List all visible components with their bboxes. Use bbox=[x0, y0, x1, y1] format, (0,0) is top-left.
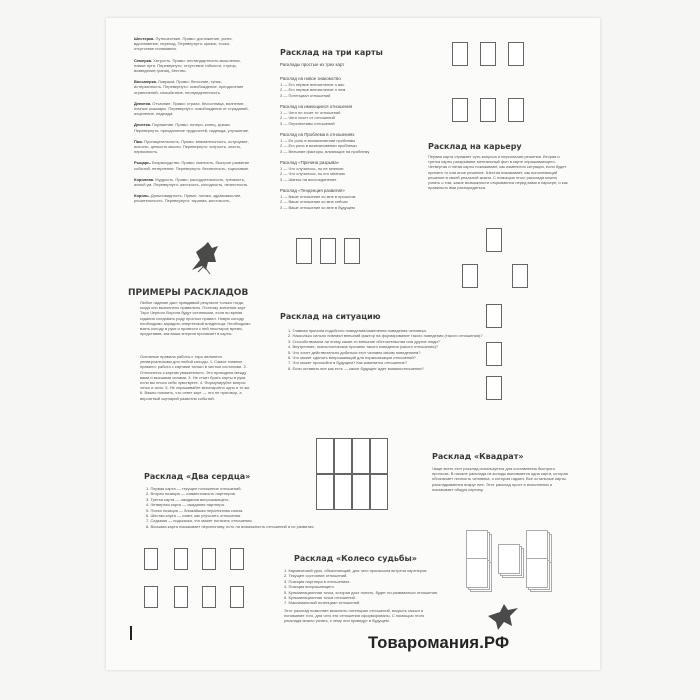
card-meaning-text: Проницательность. Прямо: внимательность, остроумие, ясность, цепкость мысли. Перевернуто: хитрость, злость, нервозность. bbox=[134, 138, 249, 155]
square-text: Чаще всего этот расклад используется для составления быстрого прогноза. В начале расклада из колоды вынимается одна карта, которая обозначает личность человека, о котором гадают. Все остальные карты раскладываются вокруг нее. Этот расклад прост в исполнении и показывает общую картину. bbox=[432, 466, 568, 492]
list-item: 1 — Ее роль в возникновении проблемы bbox=[280, 138, 356, 143]
card-meaning-text: Дальновидность. Прямо: логика, здравомыслие, решительность. Перевернуто: тирания, жестокость. bbox=[134, 193, 242, 204]
list-item: 3 — Внешние факторы, влияющие на проблему bbox=[280, 148, 370, 154]
list-item: 1 — Чего он хочет от отношений bbox=[280, 110, 341, 115]
card-meaning-text: Мудрость. Прямо: рассудительность, трезвость, ясный ум. Перевернуто: жесткость, холодность, нечестность. bbox=[134, 176, 249, 188]
spread-card bbox=[144, 548, 158, 570]
card-meaning-title: Рыцарь. bbox=[134, 160, 152, 166]
card-meaning bbox=[134, 36, 250, 52]
card-meaning-title: Десятка. bbox=[134, 122, 153, 128]
list-item: 5. Пятая позиция — ближайшая перспектива союза. bbox=[146, 507, 244, 513]
card-meaning bbox=[134, 139, 250, 155]
spread-group-list bbox=[280, 138, 400, 154]
spread-card bbox=[480, 42, 496, 66]
card-meaning-title: Паж. bbox=[134, 138, 145, 144]
career-text: Первая карта отражает суть вопроса и персоналии решения. Вторая и третья карты раскрывают ментальный фон в карте спрашивающего. Четвертая и пятая карты показывают, как изменится ситуация, если будет принято то или иное решение. Шестая показывает, как исполняющий решение в своей реальной жизни. С помощью этого расклада можно узнать о том, какие возможности открываются перед вами в карьере, и как правильно ими распорядиться. bbox=[428, 154, 568, 191]
list-item: 8. Если оставить все как есть — какое будущее ждет взаимоотношения? bbox=[288, 365, 424, 371]
two-hearts-title: Расклад «Два сердца» bbox=[144, 472, 251, 481]
list-item: 6. Шестая карта — совет, как улучшить отношения. bbox=[146, 513, 242, 519]
spread-card bbox=[316, 438, 334, 474]
spread-card bbox=[452, 98, 468, 122]
spread-group-title: Расклад «Тенденция развития» bbox=[280, 188, 345, 193]
list-item: 3. Позиция партнера в отношениях. bbox=[284, 578, 351, 584]
spread-card bbox=[370, 438, 388, 474]
watermark: Товаромания.РФ bbox=[368, 634, 510, 652]
card-meaning bbox=[134, 122, 250, 132]
list-item: 5. Что хочет действительно добиться этот человек своим поведением? bbox=[288, 349, 421, 355]
three-cards-title: Расклад на три карты bbox=[280, 48, 383, 57]
card-meaning-title: Восьмерка. bbox=[134, 79, 159, 85]
wheel-title: Расклад «Колесо судьбы» bbox=[294, 554, 417, 563]
card-meaning-text: Поражение. Прямо: потери, конец, кризис. Перевернуто: преодоление трудностей, надежда, улучшение. bbox=[134, 122, 250, 133]
list-item: 6. Что может сделать вопрошающий для нормализации отношений? bbox=[288, 355, 416, 361]
card-meaning bbox=[134, 58, 250, 74]
card-meaning bbox=[134, 160, 250, 170]
card-meaning-title: Семерка. bbox=[134, 57, 154, 63]
spread-card bbox=[202, 548, 216, 570]
list-item: 1. Главная причина подобного поведения/изменения поведения человека. bbox=[288, 328, 427, 333]
spread-card bbox=[144, 586, 158, 608]
square-title: Расклад «Квадрат» bbox=[432, 452, 524, 461]
spread-card bbox=[230, 586, 244, 608]
spread-card bbox=[352, 438, 370, 474]
spread-group-list bbox=[280, 166, 400, 182]
stacked-card bbox=[526, 558, 548, 588]
list-item: 1 — Что случилось, по ее мнению bbox=[280, 166, 344, 171]
examples-rules: Основные правила работы с таро являются универсальными для любой колоды. 1. Самое главное правило: работа с картами только в чистом состоянии. 2. Относитесь к картам уважительно. Это проводник между вами и высшими силами. 3. Не стоит брать карты в руки, если вы плохо себя чувствуете. 4. Формулируйте вопрос четко и ясно. 5. Не спрашивайте многократно одно и то же. 6. Важно помнить, что ответ карт — это не приговор, а вероятный сценарий развития событий. bbox=[140, 354, 251, 401]
stacked-card bbox=[498, 544, 520, 574]
spread-card bbox=[174, 586, 188, 608]
list-item: 2 — Что случилось, по его мнению bbox=[280, 171, 345, 177]
card-meaning-text: Отчаяние. Прямо: страхи, бессонница, волнение, ночные кошмары. Перевернуто: освобождение от страданий, исцеление, надежда. bbox=[134, 100, 249, 117]
card-meaning bbox=[134, 79, 250, 95]
spread-card bbox=[370, 474, 388, 510]
card-meaning-title: Король. bbox=[134, 193, 151, 199]
list-item: 2. Насколько сильно повлиял внешний фактор на формирование такого поведения (такого отношения)? bbox=[288, 333, 483, 339]
situation-title: Расклад на ситуацию bbox=[280, 312, 381, 321]
spread-group-title: Расклад на имеющиеся отношения bbox=[280, 104, 353, 109]
spread-card bbox=[486, 228, 502, 252]
spread-card bbox=[486, 376, 502, 400]
wheel-list bbox=[284, 568, 444, 606]
spread-card bbox=[296, 238, 312, 264]
list-item: 3. Способствовали ли этому какие-то внешние обстоятельства или другие люди? bbox=[288, 338, 440, 344]
card-meaning-title: Шестерка. bbox=[134, 36, 156, 41]
spread-card bbox=[316, 474, 334, 510]
spread-card bbox=[508, 98, 524, 122]
stacked-card bbox=[466, 530, 488, 560]
list-item: 2. Текущее состояние отношений. bbox=[284, 573, 348, 579]
list-item: 3 — Потенциал отношений bbox=[280, 92, 331, 98]
stacked-card bbox=[526, 530, 548, 560]
spread-card bbox=[202, 586, 216, 608]
list-item: 3 — Ваше отношение ко мне в будущем bbox=[280, 204, 355, 210]
list-item: 2 — Ваше отношение ко мне сейчас bbox=[280, 199, 348, 205]
card-meaning bbox=[134, 177, 250, 187]
card-meaning-text: Путешествие. Прямо: достижение, успех, вдохновение, переход. Перевернуто: кризис, тоска, отсутствие понимания. bbox=[134, 36, 233, 52]
spread-card bbox=[486, 342, 502, 366]
spread-card bbox=[320, 238, 336, 264]
spread-card bbox=[344, 238, 360, 264]
card-meaning bbox=[134, 101, 250, 117]
list-item: 1 — Его первое впечатление о вас bbox=[280, 82, 345, 87]
stacked-card bbox=[466, 558, 488, 588]
card-meaning-text: Ловушка. Прямо: бессилие, тупик, истерзанность. Перевернуто: освобождение, преодоление ограничений, спокойствие, неопределенность. bbox=[134, 79, 244, 95]
card-meaning bbox=[134, 193, 250, 203]
instruction-sheet bbox=[106, 18, 600, 670]
list-item: 7. Что может произойти в будущем? Как изменится отношение? bbox=[288, 360, 408, 366]
list-item: 3 — Шансы на воссоединение bbox=[280, 176, 337, 182]
card-meaning-title: Девятка. bbox=[134, 100, 153, 106]
list-item: 1. Кармический урок, объясняющий, для чего произошла встреча партнеров. bbox=[284, 568, 428, 573]
list-item: 1. Первая карта — текущее положение отношений. bbox=[146, 486, 242, 491]
list-item: 5. Кульминационная точка, которая даст понять, будет ли развиваться отношение. bbox=[284, 589, 439, 595]
spread-card bbox=[230, 548, 244, 570]
spread-card bbox=[480, 98, 496, 122]
spread-card bbox=[512, 264, 528, 288]
list-item: 4. Четвертая карта — ожидания партнера. bbox=[146, 502, 225, 508]
spread-card bbox=[334, 438, 352, 474]
spread-card bbox=[452, 42, 468, 66]
wheel-note: Этот расклад позволяет выяснить потенциал отношений, вскрыть смысл и понимание того, для чего эти отношения сформированы. С помощью этого расклада можно узнать, к чему они приведут в будущем. bbox=[284, 608, 425, 624]
list-item: 2 — Его роль в возникновении проблемы bbox=[280, 143, 357, 149]
spread-group-title: Расклад на новое знакомство bbox=[280, 76, 341, 81]
list-item: 2 — Его первое впечатление о нем bbox=[280, 87, 346, 93]
spread-card bbox=[486, 304, 502, 328]
list-item: 7. Седьмая — подсказка, что может погасить отношения. bbox=[146, 518, 253, 524]
list-item: 6. Кульминационная точка отношений. bbox=[284, 595, 357, 601]
two-hearts-list bbox=[146, 486, 315, 529]
list-item: 7. Максимальный потенциал отношений. bbox=[284, 600, 361, 606]
card-meanings bbox=[134, 36, 250, 210]
career-title: Расклад на карьеру bbox=[428, 142, 522, 151]
spread-card bbox=[174, 548, 188, 570]
spread-group-title: Расклад на Проблема в отношениях bbox=[280, 132, 355, 137]
list-item: 1 — Ваше отношение ко мне в прошлом bbox=[280, 194, 356, 199]
card-meaning-text: Хитрость. Прямо: нестандартность мышления, новые пути. Перевернуто: отсутствие гибкости, ступор, возведение границ, бегство. bbox=[134, 57, 241, 74]
list-item: 3. Третья карта — ожидания вопрошающего. bbox=[146, 496, 230, 502]
list-item: 2 — Чего хочет от отношений bbox=[280, 115, 335, 121]
raven-illustration-2 bbox=[486, 600, 520, 636]
spread-card bbox=[462, 264, 478, 288]
list-item: 8. Восьмая карта показывает перспективу, есть ли возможность отношений и их развития. bbox=[146, 523, 315, 529]
spread-card bbox=[334, 474, 352, 510]
list-item: 4. Внутренние, психологические причины такого поведения (какого отношения)? bbox=[288, 344, 439, 350]
spread-group-list bbox=[280, 194, 400, 210]
card-meaning-title: Королева. bbox=[134, 176, 156, 182]
card-meaning-text: Безрассудство. Прямо: смелость, быстрое развитие событий, нетерпение. Перевернуто: беспечность, тщеславие. bbox=[134, 160, 250, 171]
examples-intro: Любое гадание даст правдивый результат только тогда, когда оно выполнено правильно. Поэтому значения карт Таро Черного Ворона будут истинными, если во время гадания следовать ряду простых правил. Новую колоду необходимо зарядить энергетикой владельца. Необходимо взять колоду в руки и провести с ней некоторое время, представив, как ваша энергия проникает в карты. bbox=[140, 300, 251, 337]
list-item: 2. Вторая позиция — совместимость партнеров. bbox=[146, 491, 236, 497]
spread-card bbox=[352, 474, 370, 510]
list-item: 4. Позиция вопрошающего. bbox=[284, 584, 335, 590]
list-item: 3 — Перспективы отношений bbox=[280, 120, 335, 126]
spread-group-list bbox=[280, 110, 400, 126]
situation-list bbox=[288, 328, 483, 371]
examples-title: ПРИМЕРЫ РАСКЛАДОВ bbox=[128, 288, 249, 298]
three-cards-subtitle: Расклады простые из трех карт bbox=[280, 62, 345, 67]
spread-group-list bbox=[280, 82, 400, 98]
fold-mark bbox=[130, 626, 132, 640]
spread-group-title: Расклад «Причина разрыва» bbox=[280, 160, 340, 165]
spread-card bbox=[508, 42, 524, 66]
raven-illustration bbox=[188, 240, 222, 276]
